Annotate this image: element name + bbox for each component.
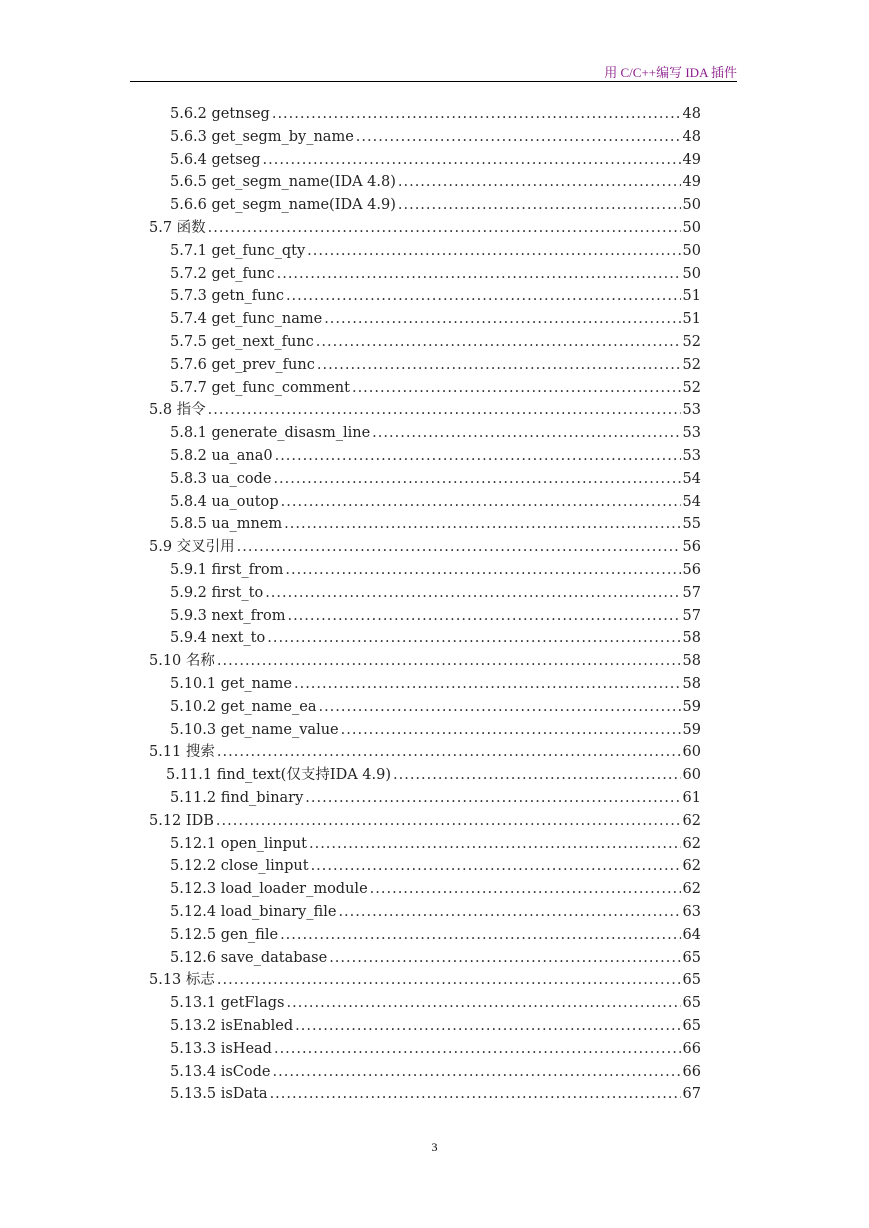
toc-entry-label: 5.13.5 isData	[170, 1086, 268, 1103]
toc-entry-label: 5.7.5 get_next_func	[170, 334, 314, 350]
toc-entry-label: 5.10.2 get_name_ea	[170, 698, 317, 715]
toc-dot-leader	[316, 331, 681, 354]
toc-entry-page: 52	[682, 356, 701, 373]
toc-entry-page: 49	[682, 151, 701, 168]
toc-entry-label: 5.7.7 get_func_comment	[170, 379, 350, 396]
toc-entry-label: 5.6.4 getseg	[170, 151, 261, 168]
toc-entry-label: 5.9.2 first_to	[170, 584, 264, 601]
toc-dot-leader	[398, 194, 681, 217]
toc-entry-page: 48	[682, 128, 701, 145]
toc-entry-label: 5.6.2 getnseg	[170, 106, 270, 122]
toc-dot-leader	[356, 126, 681, 149]
toc-entry-page: 58	[682, 676, 701, 692]
toc-entry-label: 5.6.5 get_segm_name(IDA 4.8)	[170, 174, 396, 191]
toc-entry[interactable]	[170, 924, 701, 947]
toc-dot-leader	[274, 1038, 681, 1061]
toc-entry-page: 56	[682, 562, 701, 578]
toc-entry-page: 65	[682, 1018, 701, 1034]
toc-entry-label: 5.8.2 ua_ana0	[170, 448, 273, 464]
toc-entry-label: 5.7 函数	[149, 220, 206, 236]
toc-entry[interactable]	[170, 1061, 701, 1084]
toc-entry-label: 5.7.4 get_func_name	[170, 311, 323, 328]
toc-entry-page: 54	[682, 493, 701, 510]
toc-dot-leader	[329, 947, 680, 970]
toc-entry-page: 63	[682, 904, 701, 920]
toc-entry-page: 53	[682, 425, 701, 442]
toc-dot-leader	[280, 924, 680, 947]
toc-dot-leader	[287, 992, 681, 1015]
toc-entry[interactable]	[170, 787, 701, 810]
toc-entry-page: 65	[682, 972, 701, 989]
toc-entry-page: 58	[682, 653, 701, 670]
toc-entry[interactable]	[170, 1015, 701, 1038]
toc-dot-leader	[324, 308, 680, 331]
toc-entry-label: 5.12.6 save_database	[170, 949, 328, 966]
toc-entry[interactable]	[149, 217, 701, 240]
toc-entry[interactable]	[170, 605, 701, 628]
toc-entry-label: 5.9.3 next_from	[170, 607, 286, 624]
toc-entry[interactable]	[170, 354, 701, 377]
toc-entry[interactable]	[170, 947, 701, 970]
toc-entry-label: 5.11 搜索	[149, 744, 215, 761]
toc-dot-leader	[270, 1083, 681, 1106]
toc-entry-page: 62	[682, 858, 701, 875]
toc-dot-leader	[352, 377, 681, 400]
toc-entry-label: 5.11.2 find_binary	[170, 790, 304, 806]
toc-entry-page: 59	[682, 721, 701, 738]
toc-entry-label: 5.12.2 close_linput	[170, 858, 309, 875]
toc-entry-page: 62	[682, 812, 701, 829]
toc-entry-page: 51	[682, 288, 701, 305]
toc-entry[interactable]	[170, 149, 701, 172]
toc-entry[interactable]	[170, 468, 701, 491]
toc-entry[interactable]	[149, 810, 701, 833]
toc-entry-page: 67	[682, 1086, 701, 1103]
toc-entry[interactable]	[170, 719, 701, 742]
toc-entry[interactable]	[170, 171, 701, 194]
toc-entry-page: 57	[682, 584, 701, 601]
toc-entry-label: 5.7.2 get_func	[170, 265, 275, 282]
toc-entry[interactable]	[149, 399, 701, 422]
toc-entry-page: 54	[682, 470, 701, 487]
toc-entry-page: 66	[682, 1063, 701, 1080]
toc-entry-page: 64	[682, 926, 701, 943]
toc-dot-leader	[272, 103, 681, 126]
toc-entry-label: 5.13.2 isEnabled	[170, 1018, 294, 1034]
toc-entry[interactable]	[170, 559, 701, 582]
toc-entry-label: 5.13.3 isHead	[170, 1040, 272, 1057]
toc-entry[interactable]	[170, 855, 701, 878]
toc-entry-label: 5.12.3 load_loader_module	[170, 881, 368, 898]
toc-entry-page: 52	[682, 379, 701, 396]
toc-entry-page: 52	[682, 334, 701, 350]
toc-dot-leader	[217, 650, 681, 673]
toc-entry-label: 5.12.1 open_linput	[170, 835, 307, 852]
toc-entry-page: 59	[682, 698, 701, 715]
toc-entry-page: 57	[682, 607, 701, 624]
toc-entry[interactable]	[166, 764, 701, 787]
toc-entry-page: 50	[682, 220, 701, 236]
toc-entry-label: 5.8 指令	[149, 402, 206, 419]
toc-dot-leader	[237, 536, 681, 559]
toc-entry-label: 5.13.1 getFlags	[170, 995, 285, 1012]
toc-entry[interactable]	[170, 878, 701, 901]
toc-entry-page: 48	[682, 106, 701, 122]
toc-entry-label: 5.10.1 get_name	[170, 676, 292, 692]
toc-dot-leader	[216, 810, 681, 833]
toc-dot-leader	[370, 878, 681, 901]
toc-entry-label: 5.11.1 find_text(仅支持IDA 4.9)	[166, 767, 391, 784]
toc-entry-page: 62	[682, 881, 701, 898]
toc-dot-leader	[341, 719, 681, 742]
toc-entry-label: 5.8.3 ua_code	[170, 470, 272, 487]
toc-entry-page: 66	[682, 1040, 701, 1057]
toc-dot-leader	[338, 901, 680, 924]
toc-dot-leader	[284, 513, 680, 536]
toc-entry-page: 58	[682, 630, 701, 647]
toc-entry[interactable]	[170, 308, 701, 331]
toc-dot-leader	[273, 468, 680, 491]
toc-dot-leader	[398, 171, 681, 194]
toc-entry[interactable]	[170, 194, 701, 217]
toc-dot-leader	[263, 149, 681, 172]
toc-entry[interactable]	[170, 377, 701, 400]
toc-entry-page: 61	[682, 790, 701, 806]
toc-entry-label: 5.8.4 ua_outop	[170, 493, 279, 510]
toc-entry[interactable]	[170, 833, 701, 856]
toc-dot-leader	[217, 741, 681, 764]
toc-dot-leader	[267, 627, 680, 650]
toc-entry-label: 5.7.6 get_prev_func	[170, 356, 315, 373]
toc-entry-page: 56	[682, 539, 701, 556]
toc-entry-page: 53	[682, 448, 701, 464]
toc-entry[interactable]	[170, 673, 701, 696]
toc-entry[interactable]	[170, 901, 701, 924]
toc-entry-label: 5.7.3 getn_func	[170, 288, 284, 305]
toc-entry-page: 51	[682, 311, 701, 328]
toc-entry-page: 50	[682, 197, 701, 214]
toc-entry[interactable]	[170, 696, 701, 719]
toc-entry[interactable]	[170, 491, 701, 514]
running-header: 用 C/C++编写 IDA 插件	[604, 65, 737, 80]
toc-entry[interactable]	[170, 445, 701, 468]
toc-entry[interactable]	[170, 1083, 701, 1106]
toc-entry-label: 5.9 交叉引用	[149, 539, 235, 556]
toc-entry-page: 62	[682, 835, 701, 852]
toc-entry[interactable]	[170, 1038, 701, 1061]
toc-entry[interactable]	[170, 582, 701, 605]
toc-entry[interactable]	[170, 263, 701, 286]
toc-dot-leader	[281, 491, 681, 514]
toc-entry-page: 50	[682, 265, 701, 282]
toc-dot-leader	[309, 833, 681, 856]
toc-entry-label: 5.13 标志	[149, 972, 215, 989]
toc-entry-page: 55	[682, 516, 701, 533]
toc-entry[interactable]	[149, 536, 701, 559]
toc-entry-label: 5.12.4 load_binary_file	[170, 904, 337, 920]
toc-entry-label: 5.9.4 next_to	[170, 630, 266, 647]
toc-entry[interactable]	[149, 741, 701, 764]
toc-dot-leader	[217, 969, 681, 992]
toc-entry[interactable]	[170, 103, 701, 126]
toc-dot-leader	[294, 673, 681, 696]
toc-dot-leader	[307, 240, 680, 263]
toc-entry[interactable]	[170, 331, 701, 354]
toc-entry-label: 5.6.6 get_segm_name(IDA 4.9)	[170, 197, 396, 214]
toc-dot-leader	[305, 787, 680, 810]
toc-entry-page: 65	[682, 995, 701, 1012]
toc-entry-page: 53	[682, 402, 701, 419]
toc-dot-leader	[317, 354, 681, 377]
toc-dot-leader	[273, 1061, 681, 1084]
toc-entry-label: 5.13.4 isCode	[170, 1063, 271, 1080]
toc-dot-leader	[285, 559, 680, 582]
toc-entry-label: 5.7.1 get_func_qty	[170, 242, 306, 259]
toc-entry-page: 60	[682, 767, 701, 784]
toc-dot-leader	[372, 422, 680, 445]
header-rule	[130, 81, 737, 82]
toc-entry[interactable]	[170, 992, 701, 1015]
toc-entry-label: 5.12.5 gen_file	[170, 926, 279, 943]
toc-dot-leader	[318, 696, 680, 719]
toc-entry-label: 5.10 名称	[149, 653, 215, 670]
toc-entry[interactable]	[149, 969, 701, 992]
toc-entry-label: 5.12 IDB	[149, 812, 214, 829]
toc-dot-leader	[295, 1015, 680, 1038]
toc-entry-page: 50	[682, 242, 701, 259]
toc-dot-leader	[208, 399, 681, 422]
page-number: 3	[431, 1140, 438, 1154]
toc-entry-label: 5.6.3 get_segm_by_name	[170, 128, 354, 145]
toc-entry-page: 49	[682, 174, 701, 191]
toc-entry-label: 5.9.1 first_from	[170, 562, 284, 578]
toc-entry[interactable]	[170, 285, 701, 308]
toc-entry-label: 5.10.3 get_name_value	[170, 721, 339, 738]
toc-entry[interactable]	[170, 422, 701, 445]
toc-dot-leader	[208, 217, 681, 240]
toc-entry[interactable]	[170, 126, 701, 149]
toc-dot-leader	[275, 445, 681, 468]
toc-entry[interactable]	[149, 650, 701, 673]
toc-entry[interactable]	[170, 240, 701, 263]
toc-dot-leader	[265, 582, 680, 605]
toc-dot-leader	[286, 285, 681, 308]
toc-entry[interactable]	[170, 627, 701, 650]
toc-dot-leader	[311, 855, 681, 878]
toc-entry[interactable]	[170, 513, 701, 536]
toc-dot-leader	[393, 764, 681, 787]
toc-dot-leader	[287, 605, 680, 628]
toc-entry-page: 60	[682, 744, 701, 761]
toc-entry-label: 5.8.1 generate_disasm_line	[170, 425, 371, 442]
toc-dot-leader	[277, 263, 681, 286]
toc-entry-page: 65	[682, 949, 701, 966]
toc-entry-label: 5.8.5 ua_mnem	[170, 516, 283, 533]
